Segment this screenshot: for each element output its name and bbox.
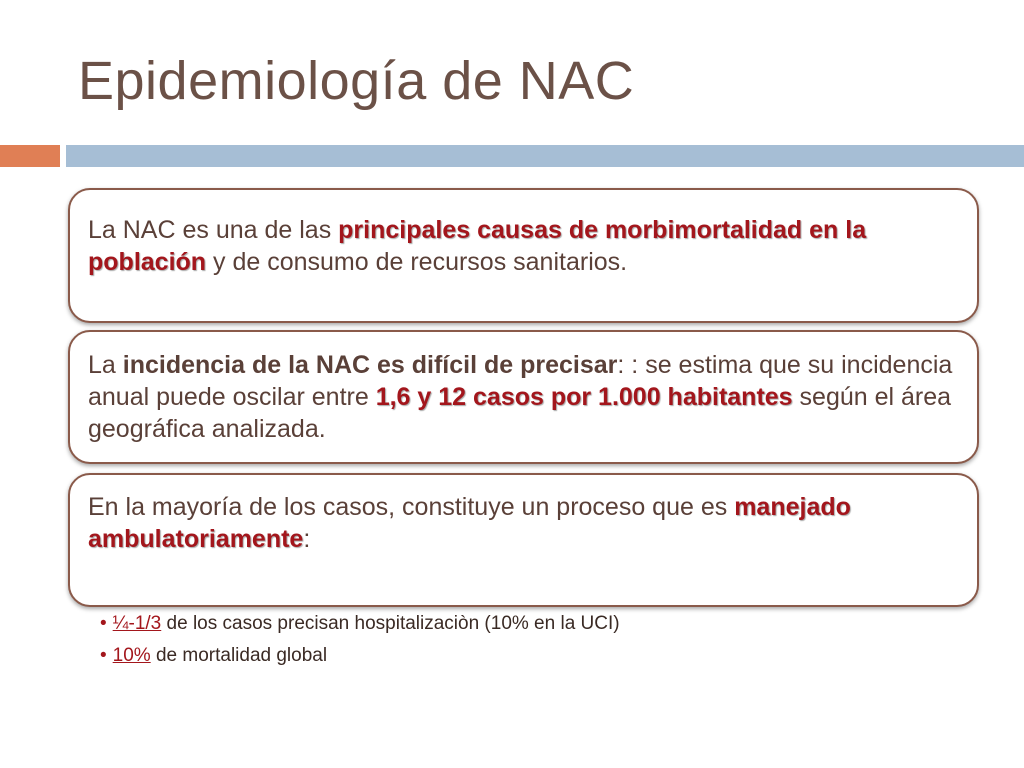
box-3-text-part: : bbox=[303, 525, 311, 553]
accent-bar-blue bbox=[66, 145, 1024, 167]
content-box-2 bbox=[68, 330, 979, 464]
accent-bar-orange bbox=[0, 145, 60, 167]
box-1-text-part: y de consumo de recursos sanitarios. bbox=[206, 247, 628, 276]
box-1-text-part: La NAC es una de las bbox=[88, 215, 339, 244]
content-box-1 bbox=[68, 188, 979, 323]
box-2-text-part: La bbox=[88, 351, 123, 379]
bullet-icon: • bbox=[100, 613, 107, 634]
bullet-highlight: ¼-1/3 bbox=[112, 613, 162, 634]
box-1-text bbox=[88, 214, 953, 278]
box-3-text-part: En la mayoría de los casos, constituye un proceso que es bbox=[88, 493, 735, 521]
list-item bbox=[100, 608, 620, 640]
box-3-text bbox=[88, 491, 953, 555]
bullet-text: de los casos precisan hospitalizaciòn (10% en la UCI) bbox=[161, 613, 620, 634]
bullet-list bbox=[100, 608, 620, 672]
box-2-text-part: : : se estima que su incidencia anual puede oscilar entre bbox=[88, 351, 953, 411]
box-2-text-part: según el área geográfica analizada. bbox=[88, 383, 952, 443]
box-2-text bbox=[88, 349, 953, 445]
slide-title: Epidemiología de NAC bbox=[78, 51, 635, 111]
box-2-highlight: 1,6 y 12 casos por 1.000 habitantes bbox=[375, 383, 793, 411]
box-3-highlight: manejado ambulatoriamente bbox=[88, 493, 851, 553]
box-1-highlight: principales causas de morbimortalidad en la población bbox=[88, 215, 867, 276]
bullet-text: de mortalidad global bbox=[150, 645, 328, 666]
content-box-3 bbox=[68, 473, 979, 607]
bullet-icon: • bbox=[100, 645, 107, 666]
list-item bbox=[100, 640, 620, 672]
bullet-highlight: 10% bbox=[112, 645, 151, 666]
box-2-bold: incidencia de la NAC es difícil de precisar bbox=[122, 351, 618, 379]
